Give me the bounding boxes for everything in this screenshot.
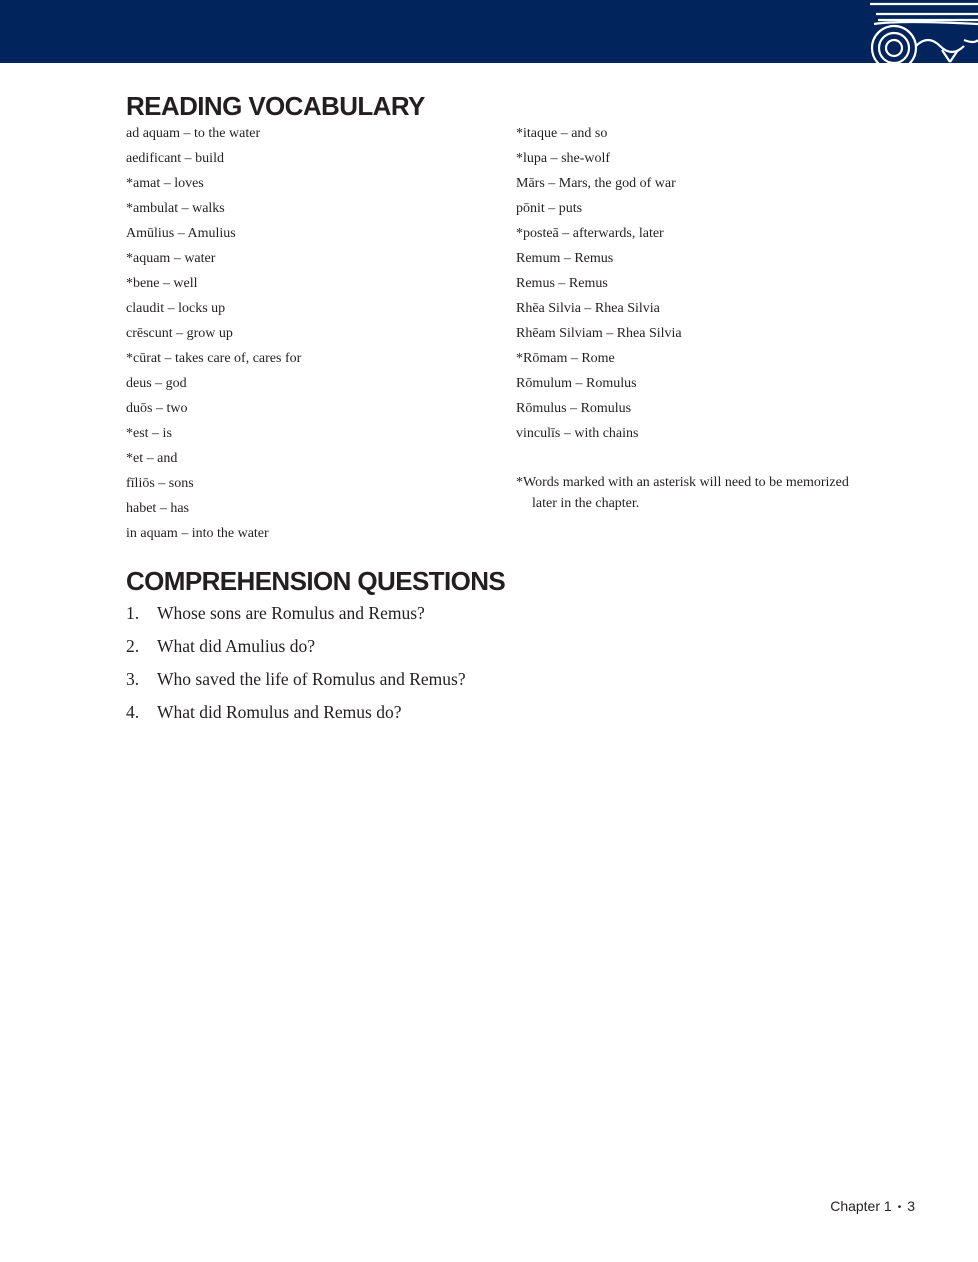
reading-vocabulary-heading: READING VOCABULARY (126, 91, 425, 121)
vocab-entry: *aquam – water (126, 251, 216, 266)
vocab-entry: *itaque – and so (516, 126, 608, 141)
vocab-entry: *Rōmam – Rome (516, 351, 615, 366)
footer-separator: • (897, 1202, 902, 1213)
vocab-entry: pōnit – puts (516, 201, 583, 216)
vocab-entry: Remum – Remus (516, 251, 614, 266)
question-number: 4. (126, 702, 140, 722)
vocab-entry: claudit – locks up (126, 301, 226, 316)
vocab-entry: *lupa – she-wolf (516, 151, 611, 166)
vocab-entry: *amat – loves (126, 176, 204, 191)
question-text: Who saved the life of Romulus and Remus? (157, 669, 466, 689)
vocab-entry: *cūrat – takes care of, cares for (126, 351, 302, 366)
vocab-entry: aedificant – build (126, 151, 224, 166)
asterisk-footnote: *Words marked with an asterisk will need to be memorized later in the chapter. (516, 475, 849, 511)
vocab-entry: Rhēam Silviam – Rhea Silvia (516, 326, 682, 341)
question-number: 2. (126, 636, 140, 656)
question-item (126, 597, 466, 630)
header-band (0, 0, 978, 63)
vocab-entry: Rōmulus – Romulus (516, 401, 632, 416)
vocab-entry: Amūlius – Amulius (126, 226, 236, 241)
vocab-entry: vinculīs – with chains (516, 426, 639, 441)
question-number: 1. (126, 603, 140, 623)
page-footer (830, 1196, 915, 1218)
vocabulary-left-column (126, 121, 301, 546)
vocab-entry: deus – god (126, 376, 187, 391)
vocab-entry: duōs – two (126, 401, 188, 416)
question-text: What did Amulius do? (157, 636, 315, 656)
vocab-entry: Rōmulum – Romulus (516, 376, 637, 391)
vocab-entry: in aquam – into the water (126, 526, 269, 541)
vocabulary-right-column (516, 121, 682, 446)
chapter-label: Chapter 1 (830, 1198, 892, 1214)
comprehension-question-list (126, 597, 466, 729)
vocab-entry: ad aquam – to the water (126, 126, 261, 141)
question-text: What did Romulus and Remus do? (157, 702, 402, 722)
question-number: 3. (126, 669, 140, 689)
vocab-entry: *posteā – afterwards, later (516, 226, 664, 241)
page-number: 3 (907, 1198, 915, 1214)
question-item (126, 696, 466, 729)
vocab-entry: fīliōs – sons (126, 476, 194, 491)
question-text: Whose sons are Romulus and Remus? (157, 603, 425, 623)
vocab-entry: Remus – Remus (516, 276, 608, 291)
question-item (126, 630, 466, 663)
vocab-entry: *et – and (126, 451, 178, 466)
vocab-entry: habet – has (126, 501, 189, 516)
comprehension-questions-heading: COMPREHENSION QUESTIONS (126, 566, 506, 596)
vocab-entry: Mārs – Mars, the god of war (516, 176, 676, 191)
vocab-entry: Rhēa Silvia – Rhea Silvia (516, 301, 660, 316)
vocab-entry: *ambulat – walks (126, 201, 225, 216)
vocab-entry: crēscunt – grow up (126, 326, 233, 341)
vocab-entry: *bene – well (126, 276, 198, 291)
question-item (126, 663, 466, 696)
vocab-entry: *est – is (126, 426, 172, 441)
ionic-column-capital-icon (864, 0, 978, 63)
